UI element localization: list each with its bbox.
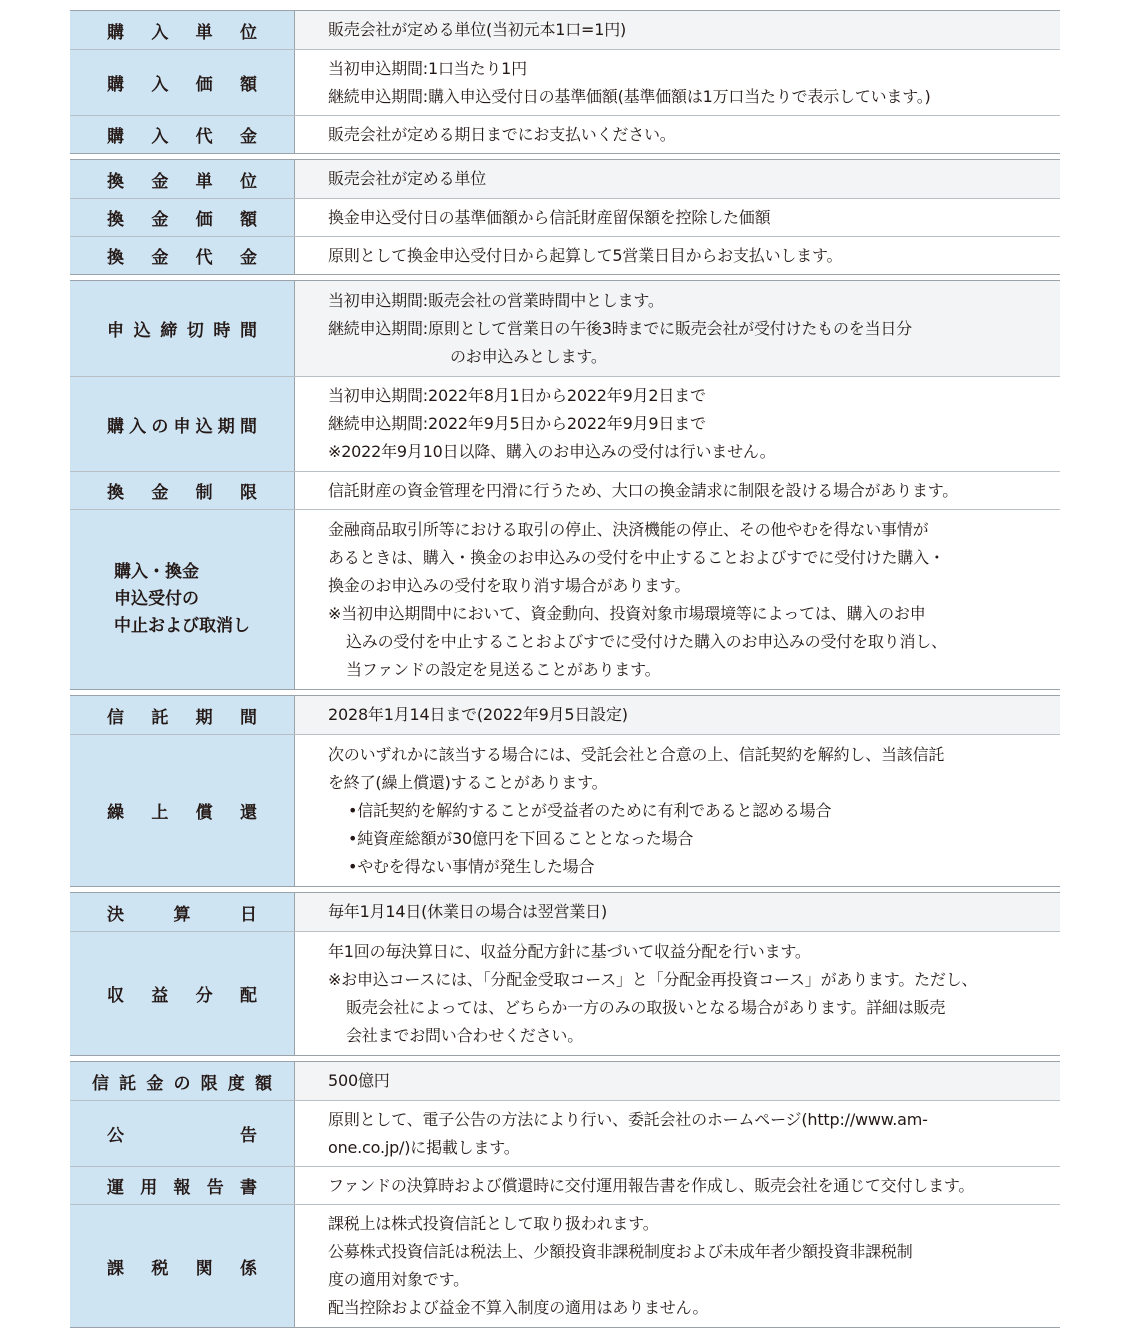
row-label: 購 入 代 金 [107, 127, 257, 147]
table-row [70, 509, 1060, 689]
value-line: 当ファンドの設定を見送ることがあります。 [346, 659, 661, 679]
row-value-cell [295, 281, 1060, 376]
row-value-cell [295, 50, 1060, 115]
section-group [70, 159, 1060, 275]
row-value-cell [295, 116, 1060, 153]
row-label: 信 託 金 の 限 度 額 [92, 1073, 272, 1094]
table-row [70, 1166, 1060, 1204]
value-line: 込みの受付を中止することおよびすでに受付けた購入のお申込みの受付を取り消し、 [346, 631, 947, 651]
row-label-cell [70, 893, 295, 931]
value-line: 金融商品取引所等における取引の停止、決済機能の停止、その他やむを得ない事情が [328, 519, 929, 539]
value-line: 原則として、電子公告の方法により行い、委託会社のホームページ(http://www.am- [328, 1109, 928, 1129]
value-line: •信託契約を解約することが受益者のために有利であると認める場合 [348, 800, 832, 820]
value-line: 年1回の毎決算日に、収益分配方針に基づいて収益分配を行います。 [328, 941, 811, 961]
value-line: 当初申込期間:1口当たり1円 [328, 58, 527, 78]
row-label: 換 金 単 位 [107, 171, 257, 192]
value-line: 当初申込期間:2022年8月1日から2022年9月2日まで [328, 386, 706, 405]
value-line: 課税上は株式投資信託として取り扱われます。 [328, 1214, 659, 1233]
value-line: ファンドの決算時および償還時に交付運用報告書を作成し、販売会社を通じて交付します。 [328, 1175, 975, 1195]
table-row [70, 1204, 1060, 1327]
value-line: 販売会社が定める単位 [328, 169, 487, 188]
row-label: 購入・換金 申込受付の 中止および取消し [114, 562, 250, 636]
table-row [70, 1062, 1060, 1100]
value-line: のお申込みとします。 [450, 346, 607, 366]
row-label-cell [70, 472, 295, 509]
value-line: 毎年1月14日(休業日の場合は翌営業日) [328, 902, 608, 921]
table-row [70, 115, 1060, 153]
value-line: ※当初申込期間中において、資金動向、投資対象市場環境等によっては、購入のお申 [328, 603, 926, 623]
row-label: 申 込 締 切 時 間 [107, 321, 257, 341]
row-label: 信 託 期 間 [107, 707, 257, 728]
value-line: 当初申込期間:販売会社の営業時間中とします。 [328, 290, 664, 310]
value-line: を終了(繰上償還)することがあります。 [328, 772, 608, 792]
table-row [70, 1100, 1060, 1166]
row-label-cell [70, 735, 295, 886]
row-label-cell [70, 696, 295, 734]
row-label: 決 算 日 [107, 904, 257, 925]
value-line: ※2022年9月10日以降、購入のお申込みの受付は行いません。 [328, 442, 776, 461]
row-label-cell [70, 281, 295, 376]
value-line: 度の適用対象です。 [328, 1270, 469, 1289]
value-line: 原則として換金申込受付日から起算して5営業日目からお支払いします。 [328, 245, 843, 265]
value-line: 500億円 [328, 1071, 390, 1090]
row-label: 収 益 分 配 [107, 986, 257, 1006]
row-value-cell [295, 1167, 1060, 1204]
row-label: 購 入 の 申 込 期 間 [107, 416, 257, 437]
row-value-cell [295, 237, 1060, 274]
value-line: 換金申込受付日の基準価額から信託財産留保額を控除した価額 [328, 207, 771, 227]
value-line: 継続申込期間:2022年9月5日から2022年9月9日まで [328, 414, 706, 433]
section-group [70, 892, 1060, 1056]
row-label-cell [70, 1062, 295, 1100]
row-label-cell [70, 932, 295, 1055]
row-label: 換 金 制 限 [107, 483, 257, 503]
value-line: •純資産総額が30億円を下回ることとなった場合 [348, 828, 694, 848]
row-value-cell [295, 199, 1060, 236]
value-line: one.co.jp/)に掲載します。 [328, 1137, 520, 1157]
table-row [70, 376, 1060, 471]
value-line: 換金のお申込みの受付を取り消す場合があります。 [328, 575, 691, 595]
row-label-cell [70, 377, 295, 471]
row-label-cell [70, 1205, 295, 1327]
row-value-cell [295, 160, 1060, 198]
value-line: ※お申込コースには、「分配金受取コース」と「分配金再投資コース」があります。ただし、 [328, 969, 978, 989]
table-row [70, 11, 1060, 49]
value-line: 販売会社によっては、どちらか一方のみの取扱いとなる場合があります。詳細は販売 [346, 997, 946, 1017]
row-value-cell [295, 1101, 1060, 1166]
row-value-cell [295, 696, 1060, 734]
table-row [70, 160, 1060, 198]
row-label-cell [70, 11, 295, 49]
value-line: 会社までお問い合わせください。 [346, 1025, 584, 1045]
table-row [70, 281, 1060, 376]
table-row [70, 696, 1060, 734]
section-group [70, 695, 1060, 887]
fund-terms-table [70, 10, 1060, 1333]
section-group [70, 10, 1060, 154]
row-value-cell [295, 1062, 1060, 1100]
row-value-cell [295, 11, 1060, 49]
row-value-cell [295, 1205, 1060, 1327]
row-label-cell [70, 1167, 295, 1204]
row-value-cell [295, 510, 1060, 689]
row-value-cell [295, 735, 1060, 886]
row-value-cell [295, 932, 1060, 1055]
table-row [70, 734, 1060, 886]
row-label-cell [70, 116, 295, 153]
table-row [70, 893, 1060, 931]
value-line: 継続申込期間:購入申込受付日の基準価額(基準価額は1万口当たりで表示しています。) [328, 86, 931, 106]
row-label: 換 金 代 金 [107, 248, 257, 268]
row-label: 公 告 [107, 1126, 257, 1146]
row-label: 換 金 価 額 [107, 210, 257, 230]
row-label-cell [70, 237, 295, 274]
row-label: 課 税 関 係 [107, 1258, 257, 1279]
row-label-cell [70, 199, 295, 236]
row-value-cell [295, 472, 1060, 509]
row-label-cell [70, 50, 295, 115]
row-value-cell [295, 893, 1060, 931]
value-line: あるときは、購入・換金のお申込みの受付を中止することおよびすでに受付けた購入・ [328, 547, 945, 567]
row-label: 繰 上 償 還 [107, 803, 257, 823]
section-group [70, 280, 1060, 690]
value-line: 販売会社が定める単位(当初元本1口=1円) [328, 20, 627, 39]
row-value-cell [295, 377, 1060, 471]
value-line: •やむを得ない事情が発生した場合 [348, 856, 595, 876]
table-row [70, 198, 1060, 236]
table-row [70, 931, 1060, 1055]
value-line: 信託財産の資金管理を円滑に行うため、大口の換金請求に制限を設ける場合があります。 [328, 480, 959, 500]
value-line: 次のいずれかに該当する場合には、受託会社と合意の上、信託契約を解約し、当該信託 [328, 744, 945, 764]
row-label-cell [70, 1101, 295, 1166]
value-line: 配当控除および益金不算入制度の適用はありません。 [328, 1298, 709, 1317]
table-row [70, 49, 1060, 115]
row-label-cell [70, 510, 295, 689]
section-group [70, 1061, 1060, 1328]
value-line: 2028年1月14日まで(2022年9月5日設定) [328, 705, 628, 724]
value-line: 販売会社が定める期日までにお支払いください。 [328, 124, 676, 144]
value-line: 継続申込期間:原則として営業日の午後3時までに販売会社が受付けたものを当日分 [328, 318, 912, 338]
row-label-cell [70, 160, 295, 198]
value-line: 公募株式投資信託は税法上、少額投資非課税制度および未成年者少額投資非課税制 [328, 1242, 913, 1261]
row-label: 購 入 価 額 [107, 75, 257, 95]
row-label: 購 入 単 位 [107, 22, 257, 43]
table-row [70, 236, 1060, 274]
table-row [70, 471, 1060, 509]
row-label: 運 用 報 告 書 [107, 1178, 257, 1198]
